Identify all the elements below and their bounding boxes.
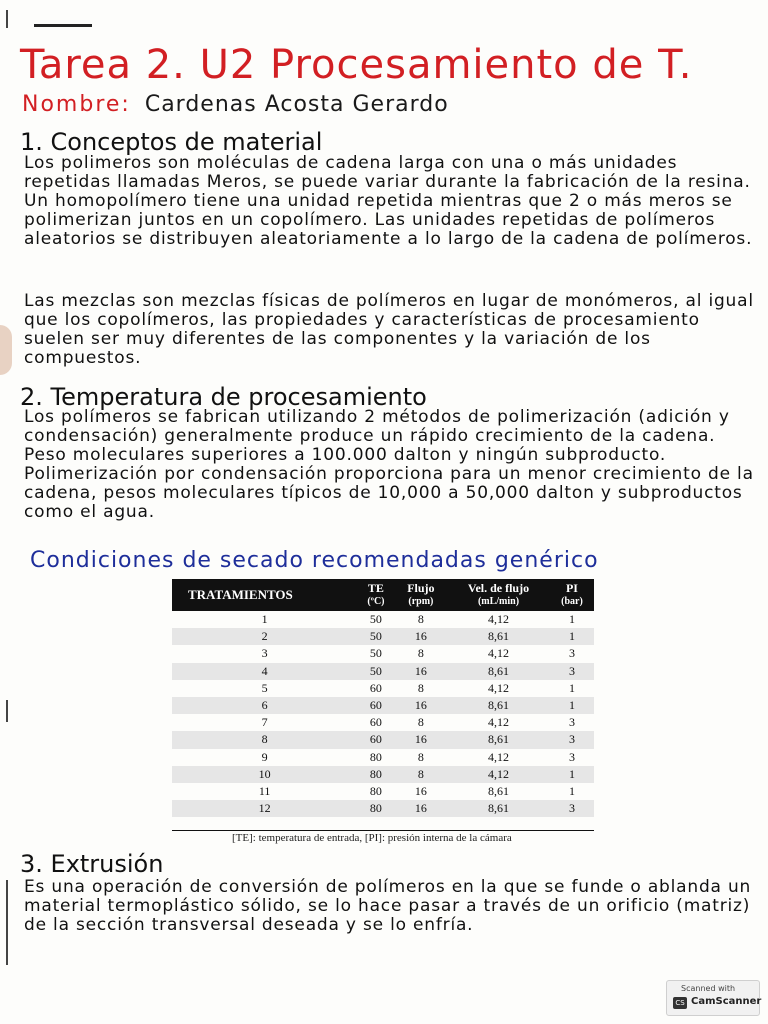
table-row: [172, 783, 594, 800]
table-footnote: [TE]: temperatura de entrada, [PI]: presión interna de la cámara: [232, 832, 512, 844]
page-title: Tarea 2. U2 Procesamiento de T.: [20, 42, 693, 88]
table-cell: 8: [417, 715, 424, 730]
header-label: Flujo: [407, 581, 435, 595]
table-cell: 80: [369, 749, 382, 764]
scanner-brand: CamScanner: [691, 996, 762, 1007]
table-cell: 7: [261, 715, 268, 730]
table-cell: 4,12: [487, 646, 509, 661]
table-row: [172, 697, 594, 714]
table-row: [172, 749, 594, 766]
table-cell: 8: [417, 680, 424, 695]
section-1-paragraph-1: Los polimeros son moléculas de cadena larga con una o más unidades repetidas llamadas Meros, se puede variar durante la fabricación de la resina. Un homopolímero tiene una unidad repetida mientras que 2 o más meros se polimerizan juntos en un copolímero. Las unidades repetidas de polímeros aleatorios se distribuyen aleatoriamente a lo largo de la cadena de polímeros.: [24, 153, 753, 249]
table-cell: 80: [357, 766, 394, 783]
table-cell: 1: [568, 680, 575, 695]
header-tratamientos: [172, 579, 357, 611]
table-cell: 8: [417, 612, 424, 627]
table-cell: 16: [395, 697, 447, 714]
table-row: [172, 714, 594, 731]
section-1-paragraph-2: Las mezclas son mezclas físicas de polímeros en lugar de monómeros, al igual que los copolímeros, las propiedades y características de procesamiento suelen ser muy diferentes de las componentes y la variación de los compuestos.: [24, 291, 754, 368]
table-cell: 9: [261, 749, 268, 764]
table-row: [172, 628, 594, 645]
name-label: Nombre:: [22, 92, 131, 117]
table-cell: 1: [550, 697, 594, 714]
table-cell: 16: [395, 800, 447, 817]
table-cell: 8,61: [447, 800, 550, 817]
table-row: [172, 766, 594, 783]
table-cell: 4,12: [487, 749, 509, 764]
table-cell: 4,12: [487, 612, 509, 627]
table-cell: 8: [172, 731, 357, 748]
table-cell: 3: [568, 715, 575, 730]
table-cell: 3: [550, 800, 594, 817]
table-row: [172, 663, 594, 680]
scanner-caption: Scanned with: [681, 984, 736, 993]
header-label: Vel. de flujo: [467, 581, 530, 595]
camscanner-watermark: [666, 980, 760, 1016]
top-pen-mark: [34, 24, 92, 27]
margin-mark: [6, 700, 8, 722]
finger-edge: [0, 325, 12, 375]
header-flujo: [395, 579, 447, 611]
header-unit: (bar): [561, 596, 583, 607]
table-cell: 50: [357, 663, 394, 680]
table-cell: 8: [395, 766, 447, 783]
header-unit: (rpm): [408, 596, 434, 607]
table-cell: 6: [172, 697, 357, 714]
table-cell: 50: [369, 612, 382, 627]
camscanner-logo-icon: CS: [673, 997, 687, 1009]
table-cell: 3: [568, 749, 575, 764]
table-title: Condiciones de secado recomendadas genérico: [30, 548, 599, 573]
name-line: [22, 92, 449, 117]
section-2-heading: 2. Temperatura de procesamiento: [20, 383, 427, 411]
table-cell: 80: [357, 800, 394, 817]
table-cell: 3: [550, 731, 594, 748]
table-cell: 16: [414, 783, 427, 798]
table-cell: 4,12: [447, 766, 550, 783]
table-cell: 3: [550, 663, 594, 680]
table-row: [172, 800, 594, 817]
table-cell: 12: [172, 800, 357, 817]
table-cell: 3: [568, 646, 575, 661]
table-cell: 8,61: [447, 628, 550, 645]
header-label: PI: [565, 581, 578, 595]
table-cell: 60: [369, 715, 382, 730]
header-label: TRATAMIENTOS: [188, 587, 293, 602]
table-cell: 5: [261, 680, 268, 695]
table-cell: 1: [568, 612, 575, 627]
table-cell: 8,61: [447, 697, 550, 714]
table-cell: 60: [357, 697, 394, 714]
table-cell: 8,61: [447, 663, 550, 680]
table-cell: 60: [369, 680, 382, 695]
table-cell: 16: [395, 663, 447, 680]
header-unit: (ºC): [367, 596, 385, 607]
table-cell: 16: [395, 731, 447, 748]
margin-mark: [6, 880, 8, 965]
table-cell: 8,61: [447, 731, 550, 748]
table-row: [172, 731, 594, 748]
table-cell: 50: [369, 646, 382, 661]
table-bottom-rule: [172, 830, 594, 831]
table-cell: 3: [261, 646, 268, 661]
header-unit: (mL/min): [477, 596, 520, 607]
header-pi: [550, 579, 594, 611]
section-3-heading: 3. Extrusión: [20, 850, 164, 878]
name-value: Cardenas Acosta Gerardo: [144, 92, 449, 117]
header-vel-flujo: [447, 579, 550, 611]
table-cell: 1: [550, 628, 594, 645]
header-label: TE: [367, 581, 384, 595]
table-row: [172, 680, 594, 697]
table-header-row: [172, 579, 594, 611]
table-cell: 2: [172, 628, 357, 645]
table-row: [172, 611, 594, 628]
table-cell: 8: [417, 749, 424, 764]
table-cell: 8,61: [487, 783, 509, 798]
table-cell: 16: [395, 628, 447, 645]
table-cell: 1: [550, 766, 594, 783]
table-cell: 10: [172, 766, 357, 783]
section-3-paragraph: Es una operación de conversión de polímeros en la que se funde o ablanda un material termoplástico sólido, se lo hace pasar a través de un orificio (matriz) de la sección transversal deseada y se lo enfría.: [24, 877, 752, 935]
header-te: [357, 579, 394, 611]
section-1-heading: 1. Conceptos de material: [20, 128, 323, 156]
section-2-paragraph: Los polímeros se fabrican utilizando 2 métodos de polimerización (adición y condensación) generalmente produce un rápido crecimiento de la cadena. Peso moleculares superiores a 100.000 dalton y ningún subproducto. Polimerización por condensación proporciona para un menor crecimiento de la cadena, pesos moleculares típicos de 10,000 a 50,000 dalton y subproductos como el agua.: [24, 407, 754, 522]
margin-mark: [6, 10, 8, 28]
table-cell: 4,12: [487, 715, 509, 730]
table-row: [172, 645, 594, 662]
table-cell: 50: [357, 628, 394, 645]
table-cell: 4,12: [487, 680, 509, 695]
table-cell: 11: [258, 783, 271, 798]
table-cell: 4: [172, 663, 357, 680]
table-cell: 1: [261, 612, 268, 627]
table-cell: 8: [417, 646, 424, 661]
drying-conditions-table: [172, 579, 594, 817]
table-cell: 1: [568, 783, 575, 798]
table-cell: 80: [369, 783, 382, 798]
table-cell: 60: [357, 731, 394, 748]
